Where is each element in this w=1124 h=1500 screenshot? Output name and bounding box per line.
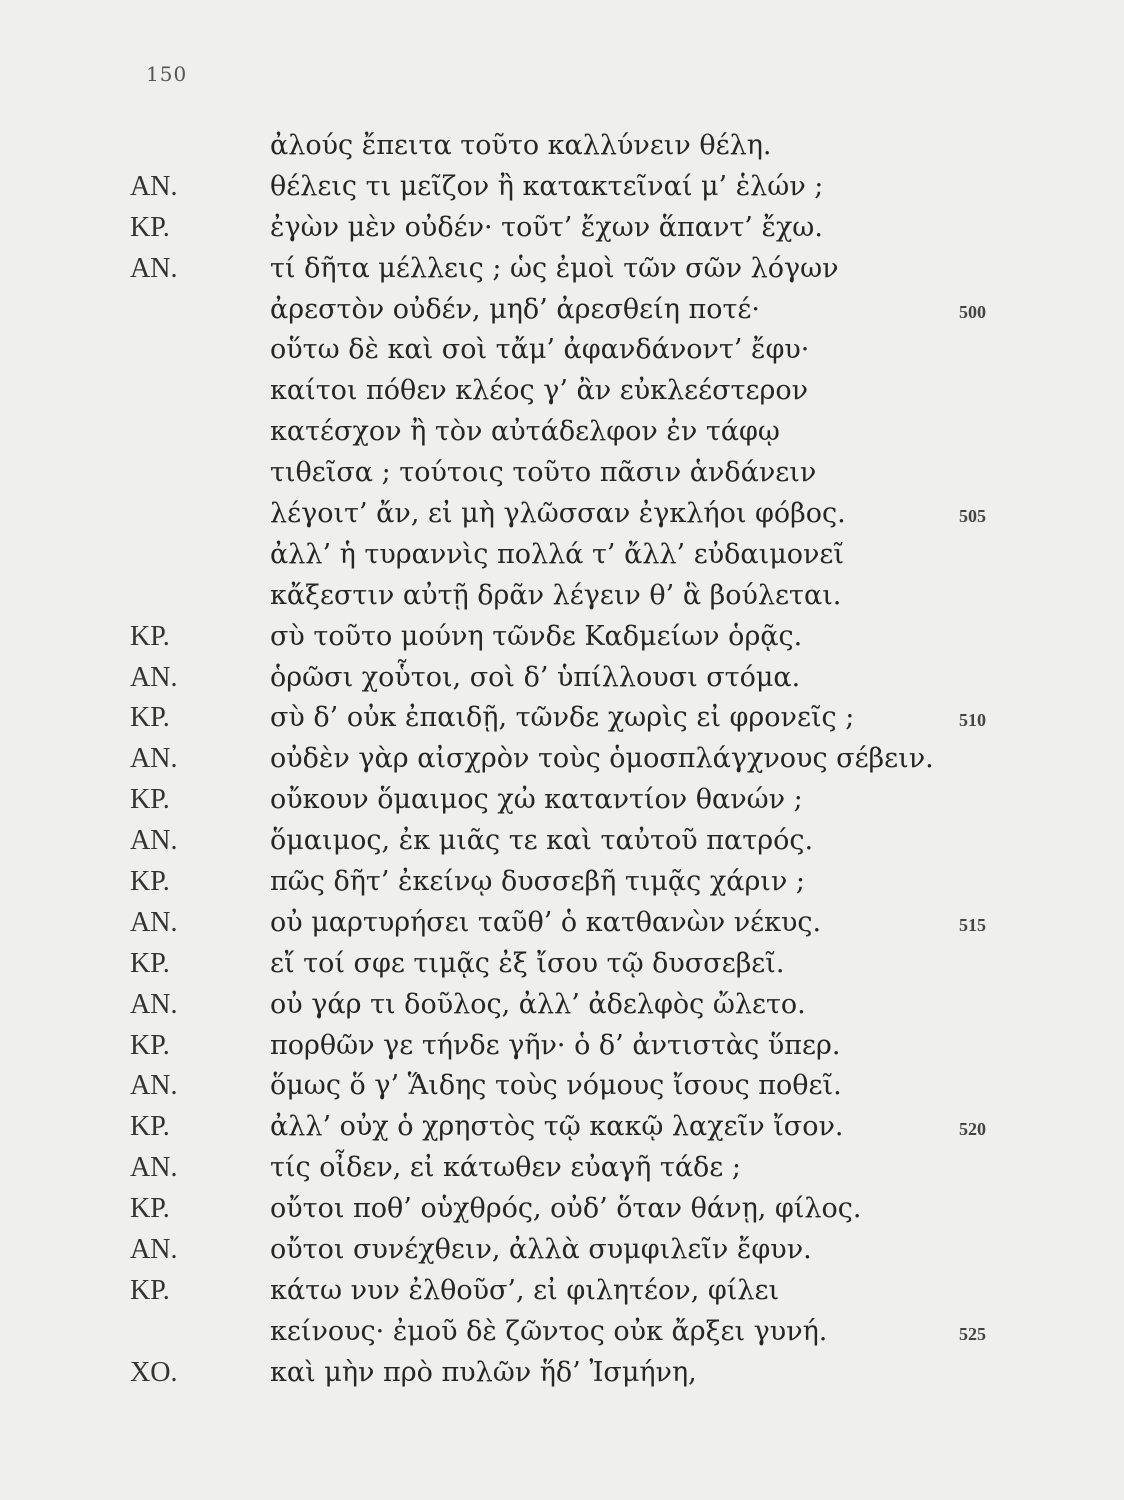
verse-line bbox=[0, 290, 1124, 331]
speaker-label: KP. bbox=[130, 866, 170, 898]
speaker-label: KP. bbox=[130, 620, 170, 652]
verse-line bbox=[0, 1026, 1124, 1067]
speaker-label: AN. bbox=[130, 743, 178, 775]
verse-text: οὔτοι ποθ’ οὑχθρός, οὐδ’ ὅταν θάνῃ, φίλος. bbox=[270, 1193, 862, 1225]
speaker-label: XO. bbox=[130, 1356, 178, 1388]
speaker-label: AN. bbox=[130, 1234, 178, 1266]
verse-text: ὅμως ὅ γ’ Ἅιδης τοὺς νόμους ἴσους ποθεῖ. bbox=[270, 1070, 842, 1102]
speaker-label: AN. bbox=[130, 1152, 178, 1184]
verse-text: ἀλλ’ οὐχ ὁ χρηστὸς τῷ κακῷ λαχεῖν ἴσον. bbox=[270, 1111, 844, 1143]
verse-line bbox=[0, 330, 1124, 371]
line-number: 525 bbox=[959, 1323, 986, 1344]
verse-text: ὅμαιμος, ἐκ μιᾶς τε καὶ ταὐτοῦ πατρός. bbox=[270, 825, 814, 857]
verse-text: οὕτω δὲ καὶ σοὶ τἄμ’ ἀφανδάνοντ’ ἔφυ· bbox=[270, 334, 810, 366]
verse-text: κείνους· ἐμοῦ δὲ ζῶντος οὐκ ἄρξει γυνή. bbox=[270, 1315, 828, 1347]
verse-text: ἐγὼν μὲν οὐδέν· τοῦτ’ ἔχων ἅπαντ’ ἔχω. bbox=[270, 211, 823, 243]
verse-text: τί δῆτα μέλλεις ; ὡς ἐμοὶ τῶν σῶν λόγων bbox=[270, 252, 839, 284]
verse-text: τιθεῖσα ; τούτοις τοῦτο πᾶσιν ἁνδάνειν bbox=[270, 457, 817, 489]
verse-text: οὔκουν ὅμαιμος χὠ καταντίον θανών ; bbox=[270, 784, 803, 816]
verse-line bbox=[0, 576, 1124, 617]
verse-line bbox=[0, 126, 1124, 167]
verse-text: ἀλούς ἔπειτα τοῦτο καλλύνειν θέλη. bbox=[270, 130, 772, 161]
verse-line bbox=[0, 371, 1124, 412]
verse-text: ἀλλ’ ἡ τυραννὶς πολλά τ’ ἄλλ’ εὐδαιμονεῖ bbox=[270, 538, 844, 570]
line-number: 520 bbox=[959, 1119, 986, 1140]
verse-line bbox=[0, 453, 1124, 494]
speaker-label: KP. bbox=[130, 211, 170, 243]
verse-line bbox=[0, 903, 1124, 944]
speaker-label: KP. bbox=[130, 1111, 170, 1143]
line-number: 510 bbox=[959, 710, 986, 731]
verse-line bbox=[0, 167, 1124, 208]
verse-line bbox=[0, 862, 1124, 903]
line-number: 500 bbox=[959, 301, 986, 322]
speaker-label: KP. bbox=[130, 784, 170, 816]
verse-text: ὁρῶσι χοὗτοι, σοὶ δ’ ὑπίλλουσι στόμα. bbox=[270, 661, 801, 693]
line-number: 505 bbox=[959, 506, 986, 527]
speaker-label: AN. bbox=[130, 1070, 178, 1102]
verse-line bbox=[0, 617, 1124, 658]
verse-text: λέγοιτ’ ἄν, εἰ μὴ γλῶσσαν ἐγκλήοι φόβος. bbox=[270, 498, 846, 530]
verse-text: τίς οἶδεν, εἰ κάτωθεν εὐαγῆ τάδε ; bbox=[270, 1152, 741, 1184]
speaker-label: AN. bbox=[130, 825, 178, 857]
verse-line bbox=[0, 944, 1124, 985]
speaker-label: KP. bbox=[130, 1193, 170, 1225]
verse-line bbox=[0, 821, 1124, 862]
verse-text: θέλεις τι μεῖζον ἢ κατακτεῖναί μ’ ἑλών ; bbox=[270, 170, 824, 202]
verse-line bbox=[0, 780, 1124, 821]
verse-text: σὺ τοῦτο μούνη τῶνδε Καδμείων ὁρᾷς. bbox=[270, 620, 803, 652]
speaker-label: AN. bbox=[130, 988, 178, 1020]
verse-line bbox=[0, 1189, 1124, 1230]
verse-line bbox=[0, 1271, 1124, 1312]
verse-text: πῶς δῆτ’ ἐκείνῳ δυσσεβῆ τιμᾷς χάριν ; bbox=[270, 866, 805, 898]
verse-line bbox=[0, 658, 1124, 699]
verse-line bbox=[0, 1148, 1124, 1189]
verse-text: καὶ μὴν πρὸ πυλῶν ἥδ’ Ἰσμήνη, bbox=[270, 1356, 697, 1388]
page-number: 150 bbox=[146, 62, 188, 86]
verse-line bbox=[0, 1312, 1124, 1353]
speaker-label: KP. bbox=[130, 1029, 170, 1061]
speaker-label: AN. bbox=[130, 252, 178, 284]
verse-line bbox=[0, 1107, 1124, 1148]
speaker-label: AN. bbox=[130, 661, 178, 693]
line-number: 515 bbox=[959, 914, 986, 935]
speaker-label: KP. bbox=[130, 947, 170, 979]
verse-text: σὺ δ’ οὐκ ἐπαιδῇ, τῶνδε χωρὶς εἰ φρονεῖς ; bbox=[270, 702, 855, 734]
verse-line bbox=[0, 249, 1124, 290]
verse-line bbox=[0, 1066, 1124, 1107]
verse-text: ἀρεστὸν οὐδέν, μηδ’ ἀρεσθείη ποτέ· bbox=[270, 293, 760, 325]
verse-line bbox=[0, 739, 1124, 780]
verse-line bbox=[0, 1353, 1124, 1394]
verse-line bbox=[0, 412, 1124, 453]
verse-line bbox=[0, 494, 1124, 535]
speaker-label: KP. bbox=[130, 702, 170, 734]
verse-text: εἴ τοί σφε τιμᾷς ἐξ ἴσου τῷ δυσσεβεῖ. bbox=[270, 947, 785, 979]
verse-text: οὔτοι συνέχθειν, ἀλλὰ συμφιλεῖν ἔφυν. bbox=[270, 1234, 812, 1266]
speaker-label: KP. bbox=[130, 1274, 170, 1306]
verse-text: κἄξεστιν αὐτῇ δρᾶν λέγειν θ’ ἃ βούλεται. bbox=[270, 579, 842, 611]
verse-text: πορθῶν γε τήνδε γῆν· ὁ δ’ ἀντιστὰς ὕπερ. bbox=[270, 1029, 841, 1061]
verse-line bbox=[0, 208, 1124, 249]
verse-line bbox=[0, 1230, 1124, 1271]
verse-text: κάτω νυν ἐλθοῦσ’, εἰ φιλητέον, φίλει bbox=[270, 1274, 780, 1306]
speaker-label: AN. bbox=[130, 906, 178, 938]
verse-text: οὐδὲν γὰρ αἰσχρὸν τοὺς ὁμοσπλάγχνους σέβειν. bbox=[270, 743, 934, 775]
verse-text: οὐ μαρτυρήσει ταῦθ’ ὁ κατθανὼν νέκυς. bbox=[270, 906, 822, 938]
verse-text: καίτοι πόθεν κλέος γ’ ἂν εὐκλεέστερον bbox=[270, 375, 809, 407]
verse-line bbox=[0, 985, 1124, 1026]
speaker-label: AN. bbox=[130, 170, 178, 202]
verse-line bbox=[0, 698, 1124, 739]
verse-text: οὐ γάρ τι δοῦλος, ἀλλ’ ἀδελφὸς ὤλετο. bbox=[270, 988, 806, 1020]
verse-line bbox=[0, 535, 1124, 576]
verse-text: κατέσχον ἢ τὸν αὐτάδελφον ἐν τάφῳ bbox=[270, 416, 780, 448]
verse-lines bbox=[0, 126, 1124, 1394]
